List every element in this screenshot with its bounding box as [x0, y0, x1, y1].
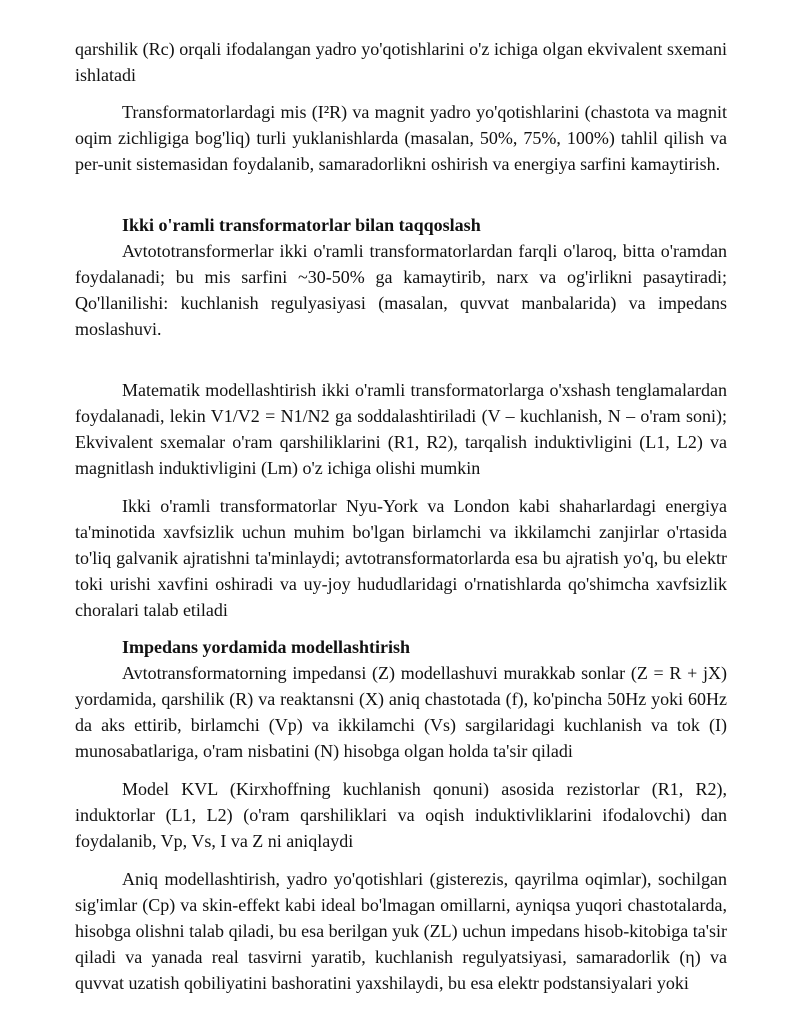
paragraph-mathematical-modeling: Matematik modellashtirish ikki o'ramli transformatorlarga o'xshash tenglamalardan foydalanadi, lekin V1/V2 = N1/N2 ga soddalashtiriladi (V – kuchlanish, N – o'ram soni); Ekvivalent sxemalar o'ram qarshiliklarini (R1, R2), tarqalish induktivligini (L1, L2) va magnitlash induktivligini (Lm) o'z ichiga olishi mumkin [75, 380, 727, 478]
section-heading-comparison: Ikki o'ramli transformatorlar bilan taqqoslash [122, 215, 481, 235]
paragraph-impedance-model: Avtotransformatorning impedansi (Z) modellashuvi murakkab sonlar (Z = R + jX) yordamida, qarshilik (R) va reaktansni (X) aniq chastotada (f), ko'pincha 50Hz yoki 60Hz da aks ettirib, birlamchi (Vp) va ikkilamchi (Vs) sargilaridagi kuchlanish va tok (I) munosabatlariga, o'ram nisbatini (N) hisobga olgan holda ta'sir qiladi [75, 663, 727, 761]
document-page [75, 36, 727, 996]
paragraph-continued: qarshilik (Rc) orqali ifodalangan yadro yo'qotishlarini o'z ichiga olgan ekvivalent sxemani ishlatadi [75, 39, 727, 85]
paragraph-accurate-modeling: Aniq modellashtirish, yadro yo'qotishlari (gisterezis, qayrilma oqimlar), sochilgan sig'imlar (Cp) va skin-effekt kabi ideal bo'lmagan omillarni, ayniqsa yuqori chastotalarda, hisobga olishni talab qiladi, bu esa berilgan yuk (ZL) uchun impedans hisob-kitobiga ta'sir qiladi va yanada real tasvirni yaratib, kuchlanish regulyatsiyasi, samaradorlik (η) va quvvat uzatish qobiliyatini bashoratini yaxshilaydi, bu esa elektr podstansiyalari yoki [75, 869, 727, 993]
paragraph-autotransformer-vs-two-winding: Avtototransformerlar ikki o'ramli transformatorlardan farqli o'laroq, bitta o'ramdan foydalanadi; bu mis sarfini ~30-50% ga kamaytirib, narx va og'irlikni pasaytiradi; Qo'llanilishi: kuchlanish regulyasiyasi (masalan, quvvat manbalarida) va impedans moslashuvi. [75, 241, 727, 339]
paragraph-galvanic-isolation: Ikki o'ramli transformatorlar Nyu-York va London kabi shaharlardagi energiya ta'minotida xavfsizlik uchun muhim bo'lgan birlamchi va ikkilamchi zanjirlar o'rtasida to'liq galvanik ajratishni ta'minlaydi; avtotransformatorlarda esa bu ajratish yo'q, bu elektr toki urishi xavfini oshiradi va uy-joy hududlaridagi o'rnatishlarda qo'shimcha xavfsizlik choralari talab etiladi [75, 496, 727, 620]
paragraph-kvl-model: Model KVL (Kirxhoffning kuchlanish qonuni) asosida rezistorlar (R1, R2), induktorlar (L1, L2) (o'ram qarshiliklari va oqish induktivliklarini ifodalovchi) dan foydalanib, Vp, Vs, I va Z ni aniqlaydi [75, 779, 727, 851]
paragraph-transformer-losses: Transformatorlardagi mis (I²R) va magnit yadro yo'qotishlarini (chastota va magnit oqim zichligiga bog'liq) turli yuklanishlarda (masalan, 50%, 75%, 100%) tahlil qilish va per-unit sistemasidan foydalanib, samaradorlikni oshirish va energiya sarfini kamaytirish. [75, 102, 727, 174]
section-heading-impedance: Impedans yordamida modellashtirish [122, 637, 411, 657]
